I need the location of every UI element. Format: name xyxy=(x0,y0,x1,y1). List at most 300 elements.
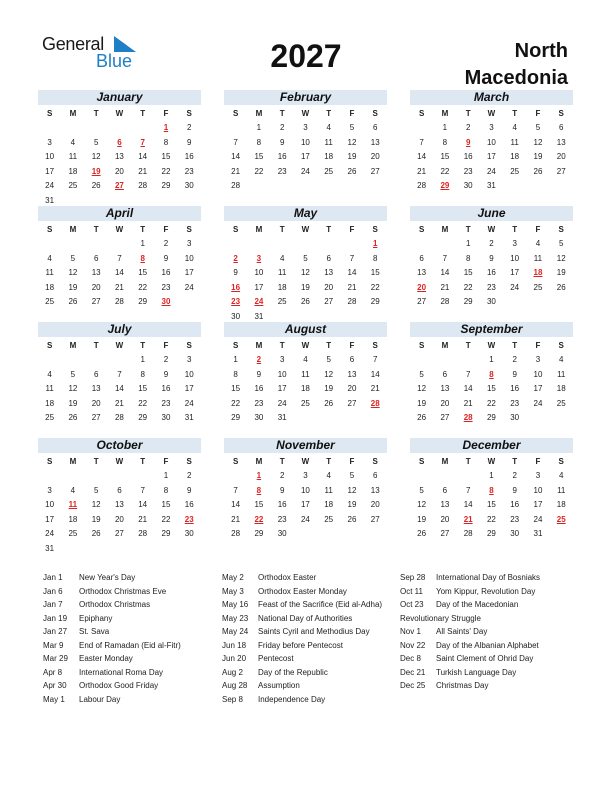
holiday-name: National Day of Authorities xyxy=(258,613,353,623)
holiday-day: 6 xyxy=(117,137,122,147)
holiday-day: 9 xyxy=(465,137,471,147)
day-cell: 18 xyxy=(300,384,310,393)
day-cell: 26 xyxy=(68,297,78,306)
holiday-name: Friday before Pentecost xyxy=(258,640,343,650)
empty-cell xyxy=(108,121,131,136)
weekday-label: W xyxy=(301,109,310,118)
day-cell: 3 xyxy=(187,355,192,364)
holiday-day: 1 xyxy=(256,471,262,480)
weekday-label: T xyxy=(465,457,471,466)
holiday-name: End of Ramadan (Eid al-Fitr) xyxy=(79,640,181,650)
empty-cell xyxy=(61,353,84,368)
day-cell: 6 xyxy=(559,123,564,132)
day-cell: 26 xyxy=(91,529,101,538)
day-cell: 26 xyxy=(300,297,310,306)
day-cell: 7 xyxy=(442,253,448,263)
weekday-header xyxy=(410,107,573,121)
day-cell: 21 xyxy=(347,282,357,292)
day-cell: 9 xyxy=(512,485,517,495)
day-cell: 11 xyxy=(278,268,287,277)
day-cell: 20 xyxy=(440,514,450,524)
day-cell: 15 xyxy=(161,500,171,509)
empty-cell xyxy=(38,121,61,136)
weekday-header xyxy=(410,339,573,353)
day-cell: 18 xyxy=(68,514,78,524)
day-cell: 26 xyxy=(533,166,543,176)
weekday-label: T xyxy=(140,341,146,350)
day-cell: 28 xyxy=(138,181,148,190)
weekday-label: S xyxy=(232,341,239,350)
weekday-label: F xyxy=(535,457,541,466)
holiday-date: Oct 23 xyxy=(400,600,424,609)
weekday-label: M xyxy=(255,225,263,234)
day-cell: 1 xyxy=(140,239,145,248)
day-cell: 20 xyxy=(370,500,380,509)
weekday-label: S xyxy=(558,225,564,234)
day-cell: 19 xyxy=(68,398,78,408)
holiday-day: 19 xyxy=(91,166,101,176)
day-cell: 18 xyxy=(45,282,55,292)
day-cell: 26 xyxy=(68,413,78,422)
holiday-day: 16 xyxy=(231,282,241,292)
holiday-date: Dec 21 xyxy=(400,667,426,677)
day-cell: 1 xyxy=(489,355,494,364)
day-cell: 30 xyxy=(510,413,520,422)
holiday-day: 8 xyxy=(489,485,494,495)
holiday-column xyxy=(222,571,382,706)
holiday-day: 20 xyxy=(417,282,427,292)
day-cell: 13 xyxy=(91,384,101,393)
day-cell: 29 xyxy=(231,413,241,422)
day-cell: 16 xyxy=(277,500,287,509)
weekday-label: T xyxy=(326,457,332,466)
day-cell: 24 xyxy=(184,398,194,408)
holiday-entry xyxy=(400,666,540,680)
empty-cell xyxy=(410,237,433,252)
holiday-date: Apr 8 xyxy=(43,667,63,677)
holiday-entry xyxy=(43,612,181,626)
day-cell: 2 xyxy=(187,123,192,132)
day-cell: 21 xyxy=(114,398,124,408)
weekday-header xyxy=(224,107,387,121)
day-cell: 27 xyxy=(91,297,101,306)
weekday-label: M xyxy=(69,457,77,466)
day-cell: 15 xyxy=(231,384,241,393)
holiday-day: 2 xyxy=(233,253,238,263)
empty-cell xyxy=(108,353,131,368)
day-cell: 11 xyxy=(510,137,519,147)
holiday-name: Labour Day xyxy=(79,694,121,704)
holiday-date: Dec 8 xyxy=(400,654,421,663)
day-cell: 6 xyxy=(93,253,99,263)
day-cell: 13 xyxy=(417,268,427,277)
empty-cell xyxy=(38,353,61,368)
holiday-entry xyxy=(222,666,382,680)
day-cell: 17 xyxy=(300,500,310,509)
month-title: January xyxy=(38,90,201,105)
weekday-label: M xyxy=(441,225,449,234)
day-cell: 19 xyxy=(91,514,101,524)
day-cell: 19 xyxy=(300,282,310,292)
day-cell: 2 xyxy=(279,123,285,132)
empty-cell xyxy=(410,469,433,484)
day-cell: 15 xyxy=(161,152,171,161)
day-cell: 22 xyxy=(486,514,496,524)
day-cell: 22 xyxy=(138,282,148,292)
weekday-label: W xyxy=(115,457,124,466)
weekday-label: S xyxy=(418,341,425,350)
day-cell: 29 xyxy=(138,297,148,306)
day-cell: 26 xyxy=(324,398,334,408)
day-cell: 28 xyxy=(440,297,450,306)
day-cell: 25 xyxy=(510,166,520,176)
day-cell: 17 xyxy=(184,384,194,393)
day-cell: 11 xyxy=(68,152,78,161)
weekday-label: W xyxy=(487,341,496,350)
day-cell: 21 xyxy=(114,282,124,292)
day-cell: 9 xyxy=(233,268,238,277)
month-october xyxy=(38,438,201,556)
day-cell: 29 xyxy=(463,297,473,306)
holiday-date: Jan 27 xyxy=(43,627,68,636)
holiday-date: May 24 xyxy=(222,627,249,636)
day-cell: 12 xyxy=(556,253,566,263)
day-cell: 5 xyxy=(559,239,564,248)
day-cell: 14 xyxy=(114,384,124,393)
holiday-date: May 1 xyxy=(43,694,65,704)
holiday-day: 29 xyxy=(440,181,450,190)
day-cell: 24 xyxy=(486,166,496,176)
day-cell: 21 xyxy=(231,166,241,176)
day-cell: 25 xyxy=(533,282,543,292)
day-cell: 6 xyxy=(442,369,448,379)
day-grid xyxy=(224,469,387,542)
weekday-label: T xyxy=(93,225,99,234)
day-cell: 20 xyxy=(91,282,101,292)
weekday-header xyxy=(224,339,387,353)
holiday-entry xyxy=(43,571,181,585)
day-cell: 5 xyxy=(303,253,308,263)
day-cell: 16 xyxy=(254,384,264,393)
day-cell: 8 xyxy=(465,253,471,263)
day-cell: 4 xyxy=(70,137,76,147)
day-cell: 14 xyxy=(231,500,241,509)
day-cell: 10 xyxy=(533,485,543,495)
weekday-label: T xyxy=(140,109,146,118)
holiday-entry xyxy=(400,612,540,626)
holiday-entry xyxy=(222,639,382,653)
empty-cell xyxy=(38,237,61,252)
weekday-label: W xyxy=(301,457,310,466)
holiday-day: 23 xyxy=(231,297,241,306)
holiday-name: Pentecost xyxy=(258,654,294,663)
day-cell: 2 xyxy=(163,355,169,364)
weekday-label: T xyxy=(465,225,471,234)
month-title: June xyxy=(410,206,573,221)
holiday-entry xyxy=(43,679,181,693)
day-cell: 27 xyxy=(347,398,357,408)
holiday-name: Orthodox Easter xyxy=(258,573,317,582)
day-cell: 4 xyxy=(326,471,331,480)
weekday-label: T xyxy=(93,109,99,118)
weekday-label: S xyxy=(372,225,378,234)
month-february xyxy=(224,90,387,194)
day-cell: 23 xyxy=(277,514,287,524)
day-cell: 4 xyxy=(535,239,541,248)
day-cell: 20 xyxy=(324,282,334,292)
weekday-label: T xyxy=(93,457,99,466)
holiday-date: Sep 28 xyxy=(400,573,426,582)
day-cell: 18 xyxy=(556,384,566,393)
day-cell: 1 xyxy=(442,123,448,132)
holiday-name: International Roma Day xyxy=(79,667,164,677)
holiday-day: 30 xyxy=(161,297,171,306)
holiday-name: Day of the Republic xyxy=(258,667,328,677)
day-cell: 13 xyxy=(440,384,450,393)
day-cell: 10 xyxy=(300,137,310,147)
day-cell: 7 xyxy=(373,355,378,364)
day-cell: 7 xyxy=(465,369,471,379)
day-cell: 2 xyxy=(465,123,471,132)
holiday-column xyxy=(43,571,181,706)
holiday-date: May 16 xyxy=(222,600,249,609)
day-cell: 9 xyxy=(187,485,192,495)
holiday-date: Nov 22 xyxy=(400,640,426,650)
day-cell: 24 xyxy=(533,514,543,524)
holiday-entry xyxy=(400,639,540,653)
holiday-name: Assumption xyxy=(258,681,300,690)
holiday-name: Orthodox Christmas Eve xyxy=(79,586,167,596)
day-cell: 19 xyxy=(68,282,78,292)
day-cell: 11 xyxy=(324,137,333,147)
empty-cell xyxy=(61,237,84,252)
weekday-header xyxy=(410,455,573,469)
day-cell: 21 xyxy=(417,166,427,176)
day-cell: 22 xyxy=(463,282,473,292)
day-cell: 17 xyxy=(277,384,287,393)
day-cell: 16 xyxy=(463,152,473,161)
day-cell: 6 xyxy=(373,123,378,132)
weekday-label: F xyxy=(349,225,355,234)
weekday-label: T xyxy=(279,457,285,466)
day-cell: 24 xyxy=(300,166,310,176)
day-cell: 4 xyxy=(70,485,76,495)
day-cell: 15 xyxy=(254,500,264,509)
day-cell: 4 xyxy=(303,355,308,364)
weekday-label: S xyxy=(558,457,564,466)
day-cell: 28 xyxy=(114,413,124,422)
holiday-name: Feast of the Sacrifice (Eid al-Adha) xyxy=(258,600,383,609)
day-cell: 6 xyxy=(419,253,424,263)
logo-text-general: General xyxy=(42,34,104,54)
day-cell: 3 xyxy=(279,355,285,364)
holiday-day: 28 xyxy=(463,413,473,422)
holiday-date: May 2 xyxy=(222,573,244,582)
empty-cell xyxy=(340,237,363,252)
weekday-label: F xyxy=(535,341,541,350)
day-cell: 18 xyxy=(277,282,287,292)
empty-cell xyxy=(224,469,247,484)
day-cell: 19 xyxy=(417,398,427,408)
holiday-name: Orthodox Good Friday xyxy=(79,681,159,690)
day-cell: 31 xyxy=(45,543,55,553)
day-cell: 12 xyxy=(417,500,427,509)
weekday-label: S xyxy=(232,225,239,234)
month-title: December xyxy=(410,438,573,453)
day-cell: 23 xyxy=(486,282,496,292)
day-cell: 29 xyxy=(161,529,171,538)
day-cell: 27 xyxy=(417,297,427,306)
day-cell: 27 xyxy=(370,166,380,176)
holiday-day: 18 xyxy=(533,268,543,277)
month-august xyxy=(224,322,387,426)
day-cell: 28 xyxy=(347,297,357,306)
holiday-entry xyxy=(400,679,540,693)
day-cell: 14 xyxy=(463,384,473,393)
holiday-day: 8 xyxy=(489,369,494,379)
weekday-label: T xyxy=(326,341,332,350)
holiday-day: 22 xyxy=(254,514,264,524)
day-cell: 15 xyxy=(486,384,496,393)
day-cell: 29 xyxy=(161,181,171,190)
day-grid xyxy=(38,121,201,208)
day-grid xyxy=(410,121,573,194)
day-cell: 14 xyxy=(417,152,427,161)
day-cell: 12 xyxy=(300,268,310,277)
weekday-label: S xyxy=(232,109,239,118)
day-cell: 13 xyxy=(347,369,357,379)
day-cell: 2 xyxy=(187,471,192,480)
weekday-label: S xyxy=(418,109,425,118)
holiday-name: Easter Monday xyxy=(79,654,133,663)
day-cell: 9 xyxy=(163,253,169,263)
day-cell: 2 xyxy=(163,239,169,248)
holiday-date: Mar 9 xyxy=(43,640,64,650)
holiday-entry xyxy=(400,598,540,612)
day-cell: 12 xyxy=(68,384,78,393)
day-cell: 27 xyxy=(114,529,124,538)
day-cell: 19 xyxy=(533,152,543,161)
day-cell: 23 xyxy=(277,166,287,176)
weekday-label: T xyxy=(279,225,285,234)
empty-cell xyxy=(131,469,154,484)
day-cell: 8 xyxy=(373,253,378,263)
day-cell: 9 xyxy=(489,253,494,263)
day-cell: 22 xyxy=(231,398,241,408)
holiday-entry xyxy=(222,679,382,693)
day-cell: 17 xyxy=(486,152,496,161)
day-cell: 27 xyxy=(370,514,380,524)
holiday-name: St. Sava xyxy=(79,627,110,636)
day-cell: 17 xyxy=(45,166,55,176)
day-cell: 1 xyxy=(465,239,471,248)
day-cell: 27 xyxy=(324,297,334,306)
holiday-name: Independence Day xyxy=(258,694,326,704)
empty-cell xyxy=(410,353,433,368)
day-cell: 25 xyxy=(68,529,78,538)
holiday-date: Sep 8 xyxy=(222,694,243,704)
weekday-label: M xyxy=(69,109,77,118)
day-cell: 14 xyxy=(347,268,357,277)
empty-cell xyxy=(85,353,108,368)
holiday-day: 28 xyxy=(370,398,380,408)
weekday-label: W xyxy=(301,341,310,350)
day-cell: 23 xyxy=(161,282,171,292)
holiday-entry xyxy=(222,652,382,666)
day-cell: 5 xyxy=(93,485,99,495)
day-cell: 10 xyxy=(510,253,520,263)
day-cell: 30 xyxy=(463,181,473,190)
day-cell: 24 xyxy=(510,282,520,292)
holiday-date: Jan 7 xyxy=(43,600,63,609)
day-cell: 14 xyxy=(440,268,450,277)
weekday-label: F xyxy=(163,341,169,350)
month-title: October xyxy=(38,438,201,453)
day-cell: 10 xyxy=(184,369,194,379)
day-cell: 7 xyxy=(140,485,145,495)
day-grid xyxy=(224,121,387,194)
holiday-date: Dec 25 xyxy=(400,681,426,690)
weekday-label: T xyxy=(140,457,146,466)
day-cell: 5 xyxy=(93,137,99,147)
weekday-header xyxy=(224,455,387,469)
day-cell: 5 xyxy=(535,123,541,132)
holiday-name: Saints Cyril and Methodius Day xyxy=(258,627,370,636)
empty-cell xyxy=(294,237,317,252)
weekday-label: W xyxy=(115,109,124,118)
day-grid xyxy=(224,353,387,426)
day-cell: 17 xyxy=(510,268,520,277)
month-title: May xyxy=(224,206,387,221)
weekday-label: S xyxy=(372,457,378,466)
day-cell: 17 xyxy=(254,282,264,292)
holiday-name: Orthodox Easter Monday xyxy=(258,586,347,596)
day-cell: 24 xyxy=(300,514,310,524)
day-cell: 11 xyxy=(301,369,310,379)
day-cell: 21 xyxy=(138,514,148,524)
month-march xyxy=(410,90,573,194)
day-cell: 8 xyxy=(140,369,145,379)
day-cell: 15 xyxy=(370,268,380,277)
holiday-day: 8 xyxy=(256,485,262,495)
day-cell: 5 xyxy=(70,253,76,263)
holiday-entry xyxy=(400,585,540,599)
empty-cell xyxy=(271,237,294,252)
day-cell: 23 xyxy=(254,398,264,408)
weekday-header xyxy=(38,455,201,469)
day-cell: 9 xyxy=(279,485,285,495)
day-cell: 21 xyxy=(440,282,450,292)
day-cell: 19 xyxy=(324,384,334,393)
day-cell: 10 xyxy=(486,137,496,147)
day-cell: 22 xyxy=(161,166,171,176)
day-cell: 1 xyxy=(163,471,169,480)
month-january xyxy=(38,90,201,208)
day-cell: 4 xyxy=(512,123,517,132)
day-cell: 13 xyxy=(114,500,124,509)
day-cell: 14 xyxy=(463,500,473,509)
day-cell: 15 xyxy=(138,268,148,277)
day-cell: 22 xyxy=(486,398,496,408)
day-grid xyxy=(410,353,573,426)
day-cell: 25 xyxy=(324,514,334,524)
weekday-label: S xyxy=(46,457,53,466)
holiday-name: Day of the Albanian Alphabet xyxy=(436,640,539,650)
day-cell: 19 xyxy=(556,268,566,277)
day-cell: 30 xyxy=(510,529,520,538)
day-cell: 17 xyxy=(300,152,310,161)
day-cell: 27 xyxy=(91,413,101,422)
